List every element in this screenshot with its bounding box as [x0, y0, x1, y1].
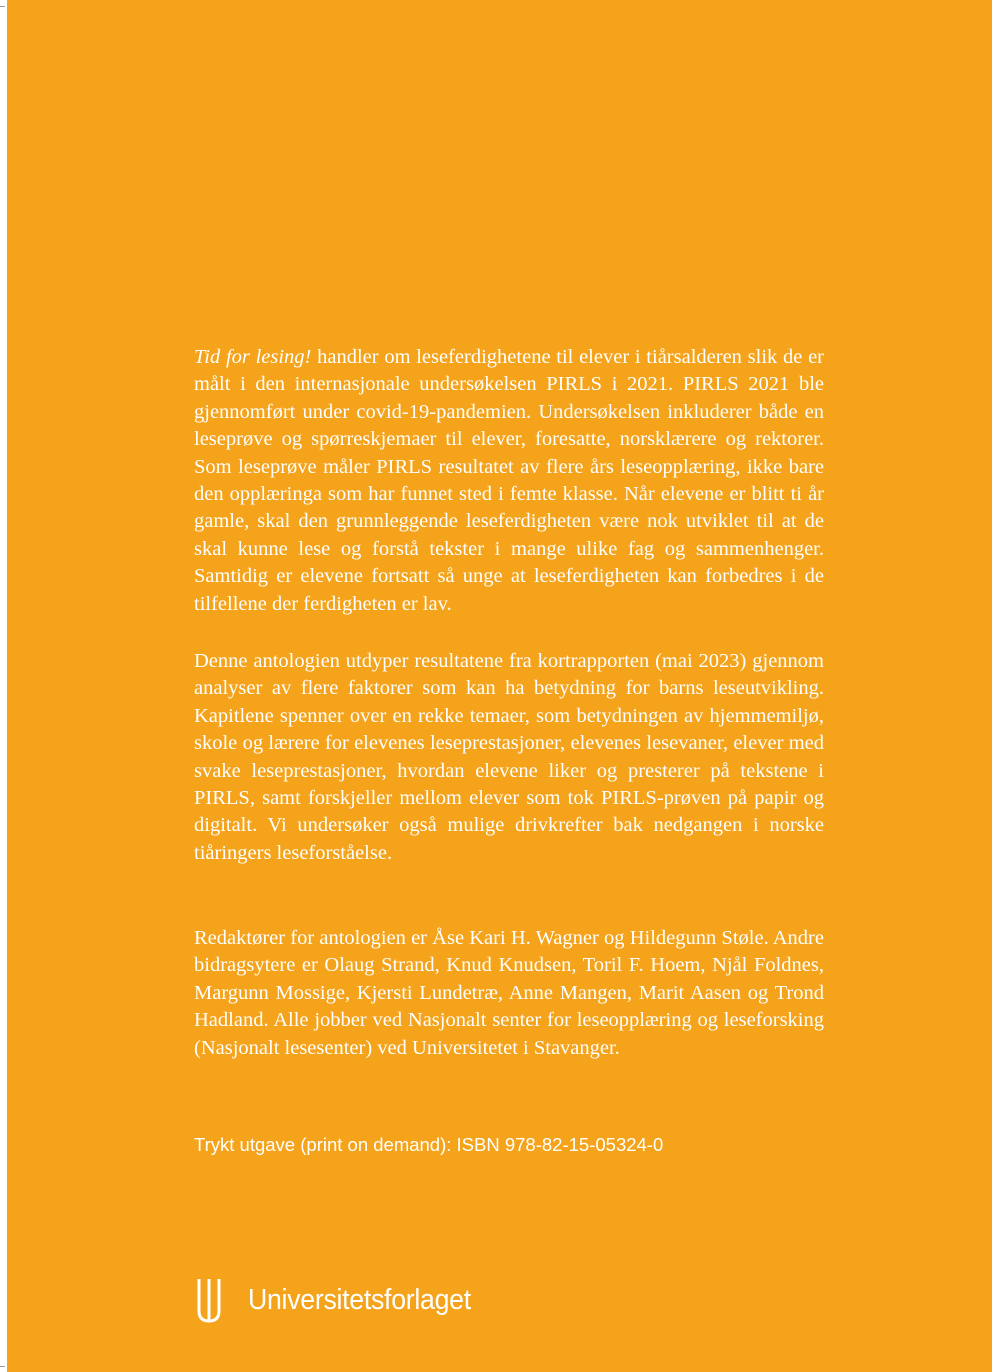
publisher-name: Universitetsforlaget	[248, 1283, 471, 1316]
publisher-logo	[196, 1276, 490, 1324]
page-edge	[0, 0, 7, 1372]
isbn-line: Trykt utgave (print on demand): ISBN 978-82-15-05324-0	[194, 1134, 664, 1155]
crop-mark-bottom	[0, 1366, 5, 1367]
blurb-paragraph-1-text: handler om leseferdighetene til elever i tiårsalderen slik de er målt i den internasjonale undersøkelsen PIRLS i 2021. PIRLS 2021 ble gjennomført under covid-19-pandemien. Undersøkelsen inkluderer både en leseprøve og spørreskjemaer til elever, foresatte, norsklærere og rektorer. Som leseprøve måler PIRLS resultatet av flere års leseopplæring, ikke bare den opplæringa som har funnet sted i femte klasse. Når elevene er blitt ti år gamle, skal den grunnleggende leseferdigheten være nok utviklet til at de skal kunne lese og forstå tekster i mange ulike fag og sammenhenger. Samtidig er elevene fortsatt så unge at leseferdigheten kan forbedres i de tilfellene der ferdigheten er lav.	[194, 346, 824, 615]
book-title: Tid for lesing!	[194, 346, 312, 368]
contributors-paragraph: Redaktører for antologien er Åse Kari H. Wagner og Hildegunn Støle. Andre bidragsytere er Olaug Strand, Knud Knudsen, Toril F. Hoem, Njål Foldnes, Margunn Mossige, Kjersti Lundetræ, Anne Mangen, Marit Aasen og Trond Hadland. Alle jobber ved Nasjonalt senter for leseopplæring og leseforsking (Nasjonalt lesesenter) ved Universitetet i Stavanger.	[194, 927, 824, 1059]
crop-mark-top	[0, 6, 5, 7]
blurb-paragraph-1	[194, 344, 824, 618]
u-logo-icon	[196, 1277, 222, 1323]
blurb-paragraph-2: Denne antologien utdyper resultatene fra kortrapporten (mai 2023) gjennom analyser av flere faktorer som kan ha betydning for barns leseutvikling. Kapitlene spenner over en rekke temaer, som betydningen av hjemmemiljø, skole og lærere for elevenes leseprestasjoner, elevenes lesevaner, elever med svake leseprestasjoner, hvordan elevene liker og presterer på tekstene i PIRLS, samt forskjeller mellom elever som tok PIRLS-prøven på papir og digitalt. Vi undersøker også mulige drivkrefter bak nedgangen i norske tiåringers leseforståelse.	[194, 650, 824, 864]
